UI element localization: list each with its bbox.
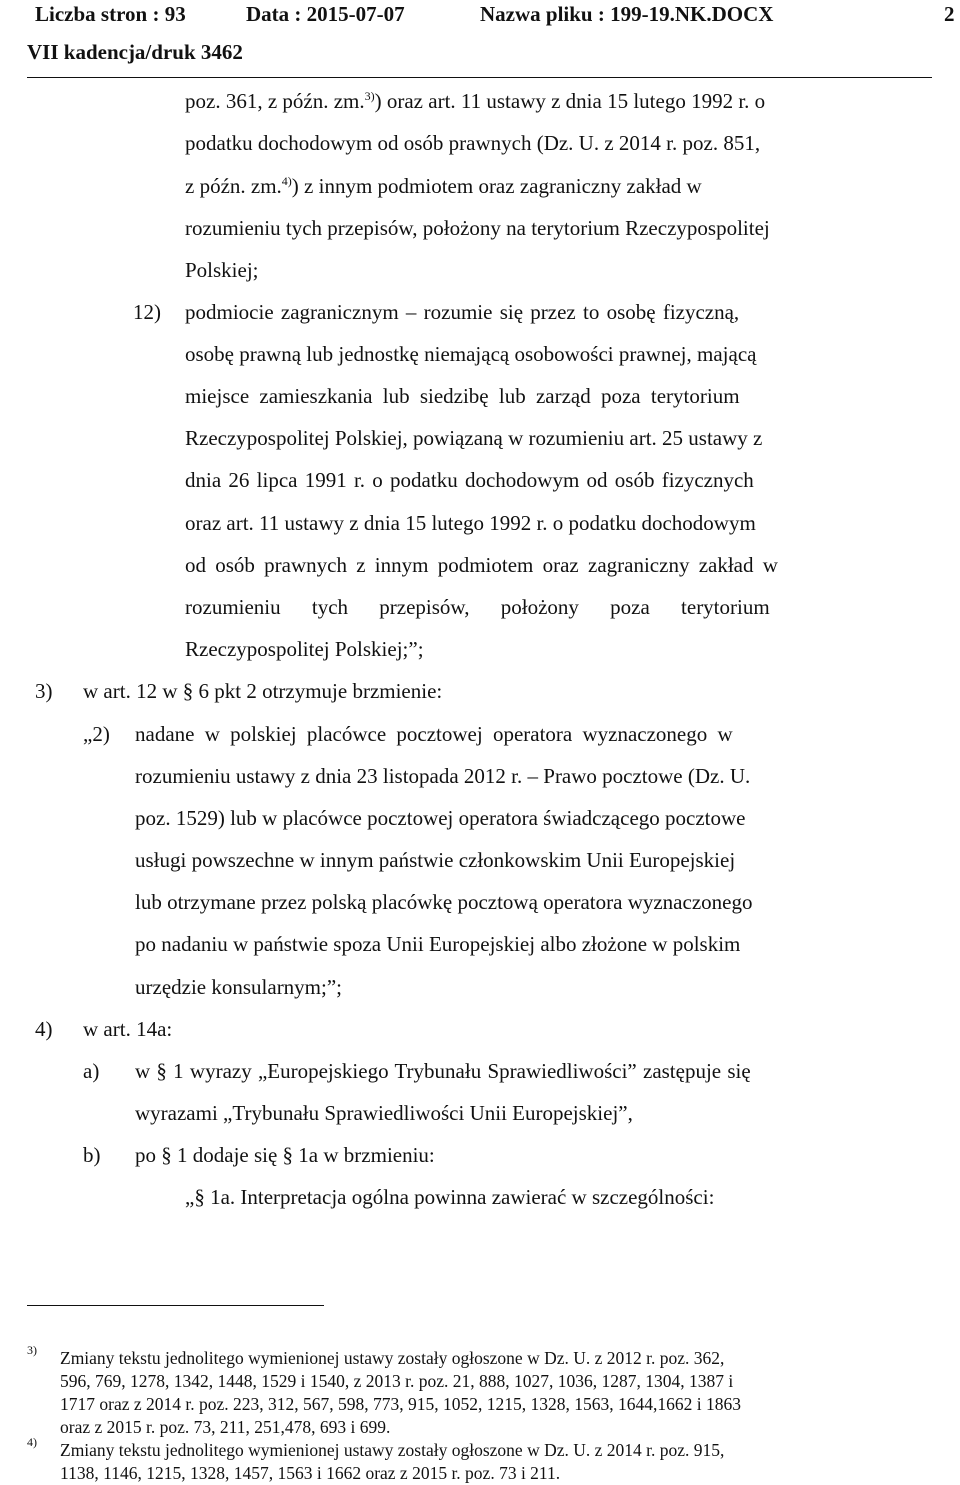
body-line: Polskiej;: [185, 258, 259, 282]
body-line: rozumieniu ustawy z dnia 23 listopada 2012 r. – Prawo pocztowe (Dz. U.: [135, 764, 751, 788]
footnote-line: 596, 769, 1278, 1342, 1448, 1529 i 1540, z 2013 r. poz. 21, 888, 1027, 1036, 1287, 1304, 1387 i: [60, 1371, 734, 1391]
page-count: Liczba stron : 93: [35, 2, 186, 26]
body-line: lub otrzymane przez polską placówkę pocztową operatora wyznaczonego: [135, 890, 753, 914]
footnote-marker: 3): [27, 1343, 37, 1357]
body-line: w § 1 wyrazy „Europejskiego Trybunału Sprawiedliwości” zastępuje się: [135, 1059, 751, 1083]
footnote-line: Zmiany tekstu jednolitego wymienionej ustawy zostały ogłoszone w Dz. U. z 2014 r. poz. 915,: [60, 1440, 725, 1460]
body-line: poz. 361, z późn. zm.$^{3)}$) oraz art. 11 ustawy z dnia 15 lutego 1992 r. o: [185, 89, 766, 113]
body-line: Rzeczypospolitej Polskiej, powiązaną w rozumieniu art. 25 ustawy z: [185, 426, 763, 450]
footnote-divider: [27, 1305, 324, 1306]
list-number: „2): [83, 722, 110, 746]
list-number: 12): [133, 300, 161, 324]
body-line: w art. 12 w § 6 pkt 2 otrzymuje brzmienie:: [83, 679, 443, 703]
body-line: nadane w polskiej placówce pocztowej operatora wyznaczonego w: [135, 722, 733, 746]
document-date: Data : 2015-07-07: [246, 2, 405, 26]
footnote-line: oraz z 2015 r. poz. 73, 211, 251,478, 693 i 699.: [60, 1417, 391, 1437]
footnote-ref-3[interactable]: 3): [364, 89, 375, 103]
body-line: miejsce zamieszkania lub siedzibę lub zarząd poza terytorium: [185, 384, 740, 408]
header-divider: [27, 77, 932, 78]
body-line: w art. 14a:: [83, 1017, 173, 1041]
file-name: Nazwa pliku : 199-19.NK.DOCX: [480, 2, 774, 26]
footnote-line: Zmiany tekstu jednolitego wymienionej ustawy zostały ogłoszone w Dz. U. z 2012 r. poz. 362,: [60, 1348, 725, 1368]
quoted-provision: „§ 1a. Interpretacja ogólna powinna zawierać w szczególności:: [185, 1185, 715, 1209]
body-line: oraz art. 11 ustawy z dnia 15 lutego 1992 r. o podatku dochodowym: [185, 511, 756, 535]
list-letter: a): [83, 1059, 100, 1083]
body-line: poz. 1529) lub w placówce pocztowej operatora świadczącego pocztowe: [135, 806, 746, 830]
footnote-marker: 4): [27, 1435, 37, 1449]
body-line: rozumieniu tych przepisów, położony na terytorium Rzeczypospolitej: [185, 216, 770, 240]
body-line: rozumieniu tych przepisów, położony poza terytorium: [185, 595, 770, 619]
body-line: podatku dochodowym od osób prawnych (Dz. U. z 2014 r. poz. 851,: [185, 131, 761, 155]
body-line: Rzeczypospolitej Polskiej;”;: [185, 637, 424, 661]
body-line: dnia 26 lipca 1991 r. o podatku dochodowym od osób fizycznych: [185, 468, 754, 492]
body-line: podmiocie zagranicznym – rozumie się przez to osobę fizyczną,: [185, 300, 740, 324]
body-line: po § 1 dodaje się § 1a w brzmieniu:: [135, 1143, 435, 1167]
body-line: wyrazami „Trybunału Sprawiedliwości Unii Europejskiej”,: [135, 1101, 633, 1125]
body-line: od osób prawnych z innym podmiotem oraz zagraniczny zakład w: [185, 553, 778, 577]
body-line: z późn. zm.$^{4)}$) z innym podmiotem oraz zagraniczny zakład w: [185, 174, 702, 198]
list-letter: b): [83, 1143, 101, 1167]
body-line: usługi powszechne w innym państwie członkowskim Unii Europejskiej: [135, 848, 736, 872]
list-number: 3): [35, 679, 53, 703]
body-line: urzędzie konsularnym;”;: [135, 975, 343, 999]
print-subtitle: VII kadencja/druk 3462: [27, 40, 243, 64]
body-line: osobę prawną lub jednostkę niemającą osobowości prawnej, mającą: [185, 342, 757, 366]
footnote-line: 1717 oraz z 2014 r. poz. 223, 312, 567, 598, 773, 915, 1052, 1215, 1328, 1563, 1644,1662 i 1863: [60, 1394, 741, 1414]
page-number: 2: [944, 2, 955, 26]
footnote-ref-4[interactable]: 4): [281, 174, 292, 188]
body-line: po nadaniu w państwie spoza Unii Europejskiej albo złożone w polskim: [135, 932, 741, 956]
footnote-line: 1138, 1146, 1215, 1328, 1457, 1563 i 1662 oraz z 2015 r. poz. 73 i 211.: [60, 1463, 561, 1483]
list-number: 4): [35, 1017, 53, 1041]
